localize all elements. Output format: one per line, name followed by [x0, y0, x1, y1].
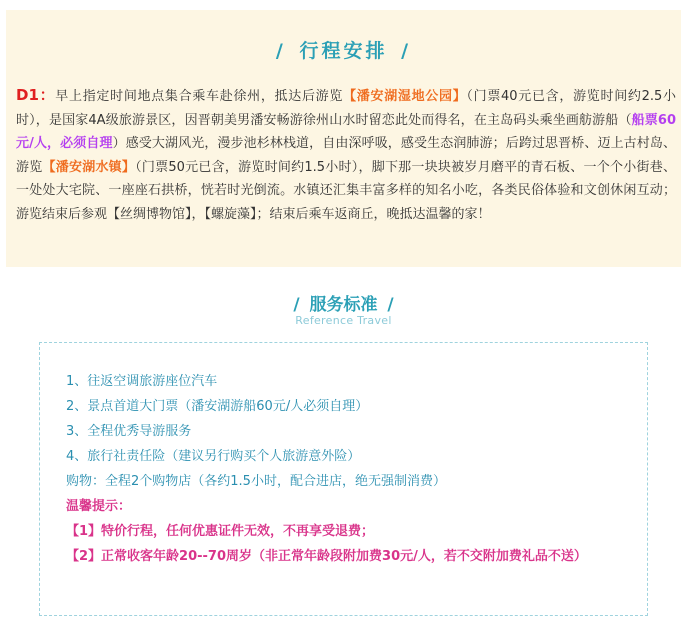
itinerary-title: [6, 36, 681, 63]
service-title: [0, 290, 687, 315]
itinerary-text-3: ）感受大湖风光，漫步池杉林栈道，自由深呼吸，感受生态润肺游；后跨过思晋桥、迈上古村岛、游览: [16, 136, 676, 175]
service-box: [39, 342, 648, 616]
itinerary-panel: [6, 10, 681, 267]
place-water-town: 【潘安湖水镇】: [42, 159, 136, 175]
tip-item: 【1】特价行程，任何优惠证件无效，不再享受退费；: [66, 524, 375, 539]
title-slash-left: /: [275, 40, 286, 62]
itinerary-text-4: （门票50元已含，游览时间约1.5小时），脚下那一块块被岁月磨平的青石板、一个个小街巷、一处处大宅院、一座座石拱桥，恍若时光倒流。水镇还汇集丰富多样的知名小吃，各类民俗体验和文创休闲互动；游览结束后参观【丝绸博物馆】，【螺旋藻】；结束后乘车返商丘，晚抵达温馨的家！: [16, 159, 676, 222]
itinerary-title-text: 行程安排: [299, 40, 388, 62]
service-slash-right: /: [387, 295, 394, 315]
service-list: [66, 369, 626, 569]
itinerary-text-2: （门票40元已含，游览时间约2.5小时），是国家4A级旅游景区，因晋朝美男潘安畅游徐州山水时留恋此处而得名，在主岛码头乘坐画舫游船（: [16, 89, 676, 128]
service-item: 4、旅行社责任险（建议另行购买个人旅游意外险）: [66, 449, 361, 464]
service-title-text: 服务标准: [309, 295, 378, 315]
itinerary-text-1: 早上指定时间地点集合乘车赴徐州，抵达后游览: [55, 89, 344, 104]
service-slash-left: /: [293, 295, 300, 315]
day-label: D1：: [16, 86, 56, 104]
service-item: 3、全程优秀导游服务: [66, 424, 192, 439]
itinerary-body: [16, 84, 676, 226]
service-item: 2、景点首道大门票（潘安湖游船60元/人必须自理）: [66, 399, 369, 414]
tip-item: 【2】正常收客年龄20--70周岁（非正常年龄段附加费30元/人，若不交附加费礼品不送）: [66, 549, 587, 564]
boat-ticket-note: 船票60元/人，必须自理: [16, 112, 676, 151]
service-subtitle: Reference Travel: [295, 314, 392, 327]
service-item: 1、往返空调旅游座位汽车: [66, 374, 218, 389]
shopping-note: 购物：全程2个购物店（各约1.5小时，配合进店，绝无强制消费）: [66, 474, 446, 489]
place-wetland-park: 【潘安湖湿地公园】: [343, 89, 467, 104]
title-slash-right: /: [401, 40, 412, 62]
tips-title: 温馨提示：: [66, 499, 132, 514]
